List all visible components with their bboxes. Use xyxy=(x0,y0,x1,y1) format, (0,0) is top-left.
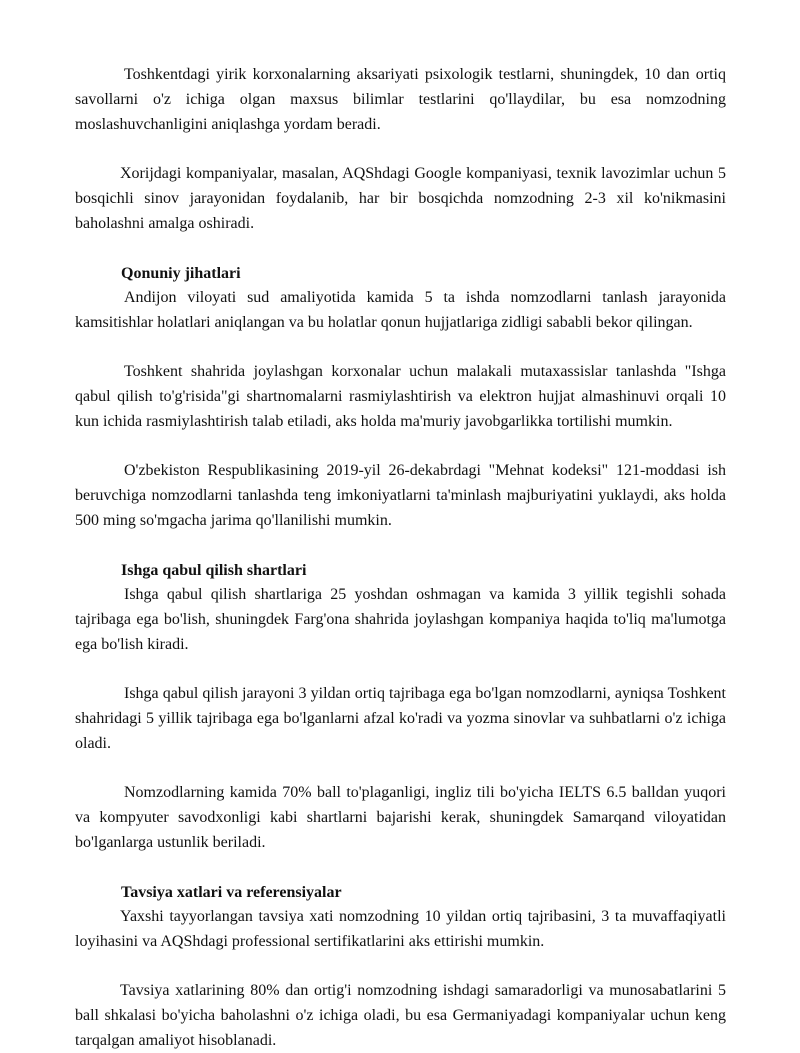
paragraph-psychological-tests: Toshkentdagi yirik korxonalarning aksariyati psixologik testlarni, shuningdek, 10 dan ortiq savollarni o'z ichiga olgan maxsus bilimlar testlarini qo'llaydilar, bu esa nomzodning moslashuvchanligini aniqlashga yordam beradi. xyxy=(75,66,726,133)
paragraph-foreign-companies: Xorijdagi kompaniyalar, masalan, AQShdagi Google kompaniyasi, texnik lavozimlar uchun 5 bosqichli sinov jarayonidan foydalanib, har bir bosqichda nomzodning 2-3 xil ko'nikmasini baholashni amalga oshiradi. xyxy=(75,165,726,232)
paragraph-hiring-process: Ishga qabul qilish jarayoni 3 yildan ortiq tajribaga ega bo'lgan nomzodlarni, ayniqsa Toshkent shahridagi 5 yillik tajribaga ega bo'lganlarni afzal ko'radi va yozma sinovlar va suhbatlarni o'z ichiga oladi. xyxy=(75,685,726,752)
paragraph-andijon-court: Andijon viloyati sud amaliyotida kamida 5 ta ishda nomzodlarni tanlash jarayonida kamsitishlar holatlari aniqlangan va bu holatlar qonun hujjatlariga zidligi sababli bekor qilingan. xyxy=(75,289,726,331)
section-heading-hiring-conditions: Ishga qabul qilish shartlari xyxy=(121,562,307,579)
paragraph-recommendation-evaluation: Tavsiya xatlarining 80% dan ortig'i nomzodning ishdagi samaradorligi va munosabatlarini 5 ball shkalasi bo'yicha baholashni o'z ichiga oladi, bu esa Germaniyadagi kompaniyalar uchun keng tarqalgan amaliyot hisoblanadi. xyxy=(75,982,726,1049)
paragraph-recommendation-letter: Yaxshi tayyorlangan tavsiya xati nomzodning 10 yildan ortiq tajribasini, 3 ta muvaffaqiyatli loyihasini va AQShdagi professional sertifikatlarini aks ettirishi mumkin. xyxy=(75,908,726,950)
section-heading-recommendation-letters: Tavsiya xatlari va referensiyalar xyxy=(121,884,342,901)
paragraph-toshkent-contracts: Toshkent shahrida joylashgan korxonalar uchun malakali mutaxassislar tanlashda "Ishga qabul qilish to'g'risida"gi shartnomalarni rasmiylashtirish va elektron hujjat almashinuvi orqali 10 kun ichida rasmiylashtirish talab etiladi, aks holda ma'muriy javobgarlikka tortilishi mumkin. xyxy=(75,363,726,430)
document-page xyxy=(75,62,726,1053)
paragraph-candidate-scores: Nomzodlarning kamida 70% ball to'plaganligi, ingliz tili bo'yicha IELTS 6.5 balldan yuqori va kompyuter savodxonligi kabi shartlarni bajarishi kerak, shuningdek Samarqand viloyatidan bo'lganlarga ustunlik beriladi. xyxy=(75,784,726,851)
paragraph-hiring-requirements: Ishga qabul qilish shartlariga 25 yoshdan oshmagan va kamida 3 yillik tegishli sohada tajribaga ega bo'lish, shuningdek Farg'ona shahrida joylashgan kompaniya haqida to'liq ma'lumotga ega bo'lish kiradi. xyxy=(75,586,726,653)
section-heading-legal-aspects: Qonuniy jihatlari xyxy=(121,265,241,282)
paragraph-labor-code: O'zbekiston Respublikasining 2019-yil 26-dekabrdagi "Mehnat kodeksi" 121-moddasi ish beruvchiga nomzodlarni tanlashda teng imkoniyatlarni ta'minlash majburiyatini yuklaydi, aks holda 500 ming so'mgacha jarima qo'llanilishi mumkin. xyxy=(75,462,726,529)
